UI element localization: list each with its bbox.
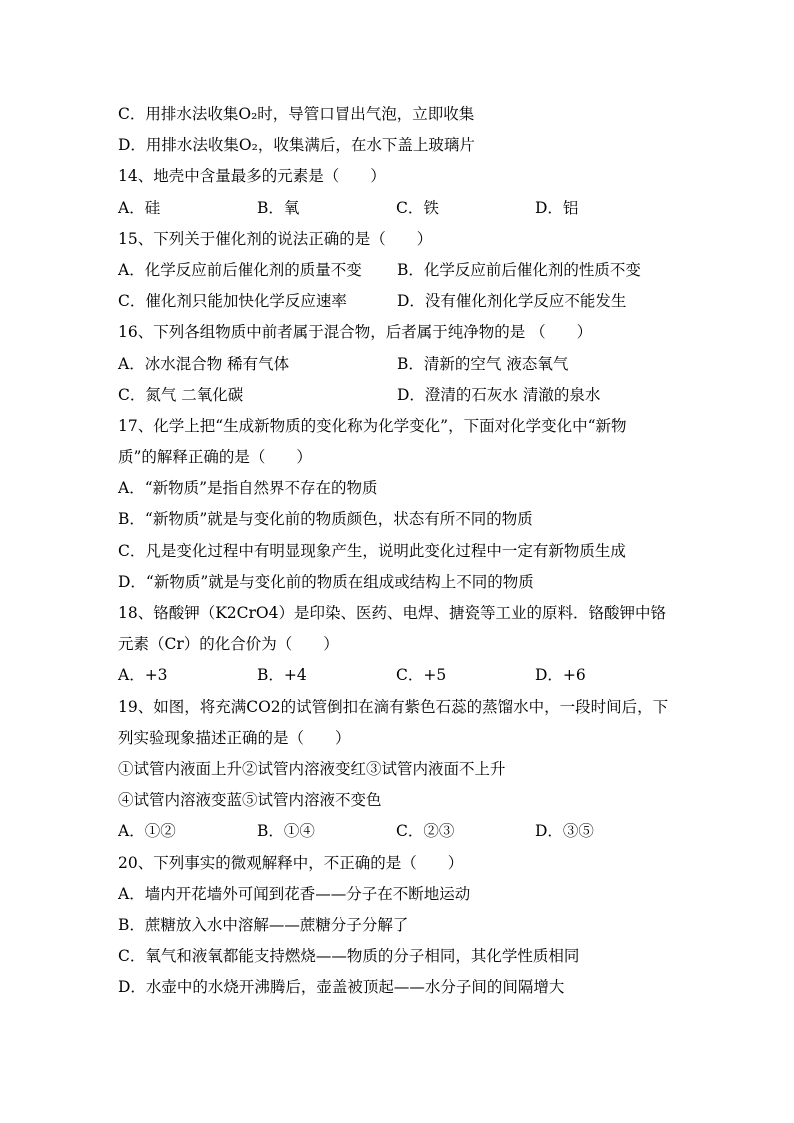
questions-column xyxy=(118,102,688,1006)
q20-option-c: C．氧气和液氧都能支持燃烧——物质的分子相同，其化学性质相同 xyxy=(118,947,580,966)
q19-options xyxy=(118,819,688,850)
q15-options-ab xyxy=(118,258,688,289)
q18-option-a: A．+3 xyxy=(118,666,168,685)
q13-option-c: C．用排水法收集O₂时，导管口冒出气泡，立即收集 xyxy=(118,105,475,123)
q17-option-c: C．凡是变化过程中有明显现象产生，说明此变化过程中一定有新物质生成 xyxy=(118,541,626,560)
q19-option-c: C．②③ xyxy=(396,822,455,841)
q15-option-a: A．化学反应前后催化剂的质量不变 xyxy=(118,260,362,279)
q18-option-c: C．+5 xyxy=(396,666,447,685)
q19-option-b: B．①④ xyxy=(257,822,315,841)
q17-option-b: B．“新物质”就是与变化前的物质颜色，状态有所不同的物质 xyxy=(118,510,533,529)
q14-option-c: C．铁 xyxy=(396,198,439,217)
q16-option-c: C．氮气 二氧化碳 xyxy=(118,385,244,404)
q13-option-d: D．用排水法收集O₂，收集满后，在水下盖上玻璃片 xyxy=(118,136,475,155)
q20-option-a: A．墙内开花墙外可闻到花香——分子在不断地运动 xyxy=(118,884,471,903)
q16-option-a: A．冰水混合物 稀有气体 xyxy=(118,354,290,373)
q19-stem-line2: 列实验现象描述正确的是（ ） xyxy=(118,728,351,747)
q17-option-d: D．“新物质”就是与变化前的物质在组成或结构上不同的物质 xyxy=(118,572,534,591)
q15-options-cd xyxy=(118,289,688,320)
q19-phenomena-line2: ④试管内溶液变蓝⑤试管内溶液不变色 xyxy=(118,791,382,810)
q16-stem: 16、下列各组物质中前者属于混合物，后者属于纯净物的是 （ ） xyxy=(118,323,593,342)
q20-stem: 20、下列事实的微观解释中，不正确的是（ ） xyxy=(118,853,464,872)
q18-stem-line2: 元素（Cr）的化合价为（ ） xyxy=(118,635,339,654)
q18-option-b: B．+4 xyxy=(257,666,307,685)
q14-option-a: A．硅 xyxy=(118,198,161,217)
q19-option-d: D．③⑤ xyxy=(535,822,594,841)
q15-option-c: C．催化剂只能加快化学反应速率 xyxy=(118,292,347,311)
q19-phenomena-line1: ①试管内液面上升②试管内溶液变红③试管内液面不上升 xyxy=(118,759,506,778)
q16-option-b: B．清新的空气 液态氧气 xyxy=(397,354,569,373)
q17-stem-line2: 质”的解释正确的是（ ） xyxy=(118,448,312,467)
q18-option-d: D．+6 xyxy=(535,666,586,685)
q18-stem-line1: 18、铬酸钾（K2CrO4）是印染、医药、电焊、搪瓷等工业的原料．铬酸钾中铬 xyxy=(118,604,667,622)
q16-options-cd xyxy=(118,383,688,414)
q20-option-b: B．蔗糖放入水中溶解——蔗糖分子分解了 xyxy=(118,915,409,934)
q14-option-b: B．氧 xyxy=(257,198,300,217)
q15-stem: 15、下列关于催化剂的说法正确的是（ ） xyxy=(118,229,433,248)
q17-stem-line1: 17、化学上把“生成新物质的变化称为化学变化”，下面对化学变化中“新物 xyxy=(118,416,627,435)
q20-option-d: D．水壶中的水烧开沸腾后，壶盖被顶起——水分子间的间隔增大 xyxy=(118,978,565,997)
q16-option-d: D．澄清的石灰水 清澈的泉水 xyxy=(397,385,601,404)
q16-options-ab xyxy=(118,352,688,383)
q14-stem: 14、地壳中含量最多的元素是（ ） xyxy=(118,167,386,186)
q17-option-a: A．“新物质”是指自然界不存在的物质 xyxy=(118,479,378,498)
q14-options xyxy=(118,196,688,227)
q19-stem-line1: 19、如图，将充满CO2的试管倒扣在滴有紫色石蕊的蒸馏水中，一段时间后，下 xyxy=(118,697,669,716)
q19-option-a: A．①② xyxy=(118,822,176,841)
q18-options xyxy=(118,663,688,694)
q15-option-d: D．没有催化剂化学反应不能发生 xyxy=(397,292,627,311)
q15-option-b: B．化学反应前后催化剂的性质不变 xyxy=(397,260,641,279)
q14-option-d: D．铝 xyxy=(535,198,579,217)
